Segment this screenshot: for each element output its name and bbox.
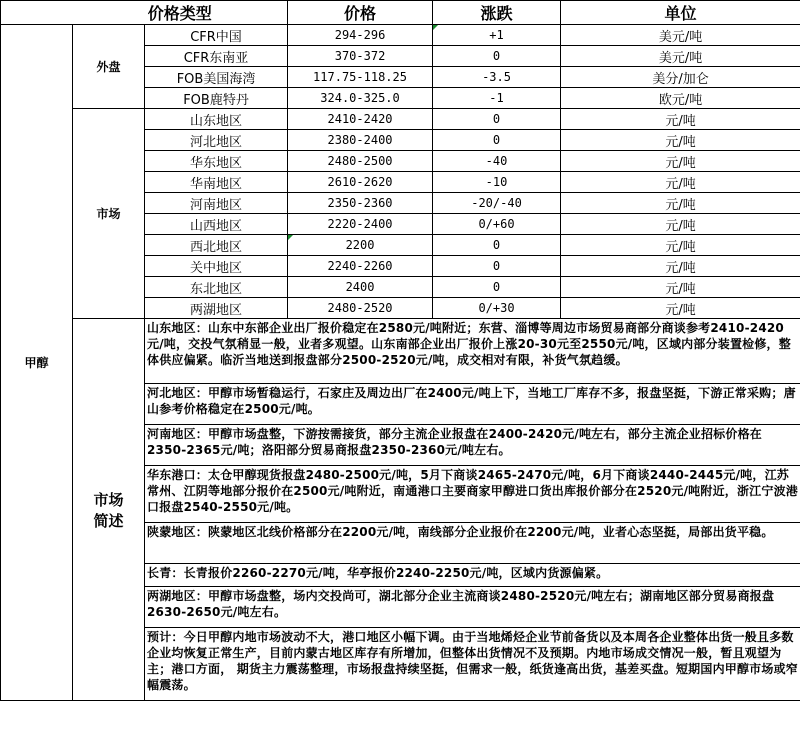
row-name: CFR东南亚 — [145, 46, 288, 67]
note-henan: 河南地区：甲醇市场盘整，下游按需接货，部分主流企业报盘在2400-2420元/吨左右，部分主流企业招标价格在2350-2365元/吨；洛阳部分贸易商报盘2350-2360元/吨左右。 — [145, 425, 800, 466]
note-forecast: 预计：今日甲醇内地市场波动不大，港口地区小幅下调。由于当地烯烃企业节前备货以及本周各企业整体出货一般且多数企业均恢复正常生产，目前内蒙古地区库存有所增加，但整体出货情况不及预期。内地市场成交情况一般，暂且观望为主；港口方面， 期货主力震荡整理，市场报盘持续坚挺，但需求一般，纸货逢高出货，基差买盘。短期国内甲醇市场或窄幅震荡。 — [145, 628, 800, 701]
row-unit: 美元/吨 — [561, 25, 800, 46]
row-name: 东北地区 — [145, 277, 288, 298]
row-change: 0 — [433, 130, 561, 151]
header-price: 价格 — [288, 1, 433, 25]
note-shandong: 山东地区：山东中东部企业出厂报价稳定在2580元/吨附近；东营、淄博等周边市场贸易商部分商谈参考2410-2420元/吨，交投气氛稍显一般，业者多观望。山东南部企业出厂报价上涨20-30元至2550元/吨，区域内部分装置检修，整体供应偏紧。临沂当地送到报盘部分2500-2520元/吨，成交相对有限，补货气氛趋缓。 — [145, 319, 800, 384]
row-price: 2610-2620 — [288, 172, 433, 193]
domestic-market-label: 市场 — [73, 109, 145, 319]
row-price: 2480-2520 — [288, 298, 433, 319]
row-change: +1 — [433, 25, 561, 46]
row-change: -1 — [433, 88, 561, 109]
row-name: 关中地区 — [145, 256, 288, 277]
row-unit: 元/吨 — [561, 109, 800, 130]
row-name: 两湖地区 — [145, 298, 288, 319]
row-price: 2240-2260 — [288, 256, 433, 277]
row-name: 河北地区 — [145, 130, 288, 151]
row-change: 0 — [433, 46, 561, 67]
row-name: 山东地区 — [145, 109, 288, 130]
row-change: 0 — [433, 256, 561, 277]
row-change: 0/+60 — [433, 214, 561, 235]
outer-market-label: 外盘 — [73, 25, 145, 109]
table-row — [1, 109, 800, 130]
row-name: FOB鹿特丹 — [145, 88, 288, 109]
row-unit: 元/吨 — [561, 256, 800, 277]
row-price: 370-372 — [288, 46, 433, 67]
row-name: 西北地区 — [145, 235, 288, 256]
row-change: 0 — [433, 235, 561, 256]
header-change: 涨跌 — [433, 1, 561, 25]
row-change: 0 — [433, 109, 561, 130]
row-unit: 美元/吨 — [561, 46, 800, 67]
row-name: 河南地区 — [145, 193, 288, 214]
row-name: CFR中国 — [145, 25, 288, 46]
note-hebei: 河北地区：甲醇市场暂稳运行，石家庄及周边出厂在2400元/吨上下，当地工厂库存不多，报盘坚挺，下游正常采购；唐山参考价格稳定在2500元/吨。 — [145, 384, 800, 425]
row-unit: 元/吨 — [561, 298, 800, 319]
row-name: FOB美国海湾 — [145, 67, 288, 88]
row-name: 华南地区 — [145, 172, 288, 193]
row-unit: 元/吨 — [561, 214, 800, 235]
row-change: 0 — [433, 277, 561, 298]
table-row — [1, 25, 800, 46]
row-name: 山西地区 — [145, 214, 288, 235]
summary-label-line1: 市场 — [93, 490, 124, 509]
row-price: 2350-2360 — [288, 193, 433, 214]
row-unit: 欧元/吨 — [561, 88, 800, 109]
row-change: -40 — [433, 151, 561, 172]
row-price: 2480-2500 — [288, 151, 433, 172]
row-price: 294-296 — [288, 25, 433, 46]
note-shaanmeng: 陕蒙地区：陕蒙地区北线价格部分在2200元/吨，南线部分企业报价在2200元/吨，业者心态坚挺，局部出货平稳。 — [145, 523, 800, 564]
row-price: 2200 — [288, 235, 433, 256]
row-unit: 美分/加仑 — [561, 67, 800, 88]
row-unit: 元/吨 — [561, 151, 800, 172]
row-price: 117.75-118.25 — [288, 67, 433, 88]
row-name: 华东地区 — [145, 151, 288, 172]
row-price: 2410-2420 — [288, 109, 433, 130]
header-blank — [1, 1, 73, 25]
row-price: 2380-2400 — [288, 130, 433, 151]
product-label: 甲醇 — [1, 25, 73, 701]
row-change: 0/+30 — [433, 298, 561, 319]
row-price: 324.0-325.0 — [288, 88, 433, 109]
row-change: -10 — [433, 172, 561, 193]
note-row — [1, 319, 800, 384]
summary-label-line2: 简述 — [93, 511, 124, 530]
header-unit: 单位 — [561, 1, 800, 25]
note-changqing: 长青：长青报价2260-2270元/吨，华亭报价2240-2250元/吨，区域内货源偏紧。 — [145, 564, 800, 587]
row-unit: 元/吨 — [561, 235, 800, 256]
note-east-china-port: 华东港口：太仓甲醇现货报盘2480-2500元/吨，5月下商谈2465-2470元/吨，6月下商谈2440-2445元/吨，江苏常州、江阴等地部分报价在2500元/吨附近，南通港口主要商家甲醇进口货出库报价部分在2520元/吨附近，浙江宁波港口报盘2540-2550元/吨。 — [145, 466, 800, 523]
header-row — [1, 1, 800, 25]
note-lianghu: 两湖地区：甲醇市场盘整，场内交投尚可，湖北部分企业主流商谈2480-2520元/吨左右；湖南地区部分贸易商报盘2630-2650元/吨左右。 — [145, 587, 800, 628]
row-price: 2400 — [288, 277, 433, 298]
row-unit: 元/吨 — [561, 277, 800, 298]
row-unit: 元/吨 — [561, 172, 800, 193]
row-change: -3.5 — [433, 67, 561, 88]
header-price-type: 价格类型 — [73, 1, 288, 25]
market-summary-label — [73, 319, 145, 701]
row-change: -20/-40 — [433, 193, 561, 214]
row-price: 2220-2400 — [288, 214, 433, 235]
row-unit: 元/吨 — [561, 130, 800, 151]
row-unit: 元/吨 — [561, 193, 800, 214]
